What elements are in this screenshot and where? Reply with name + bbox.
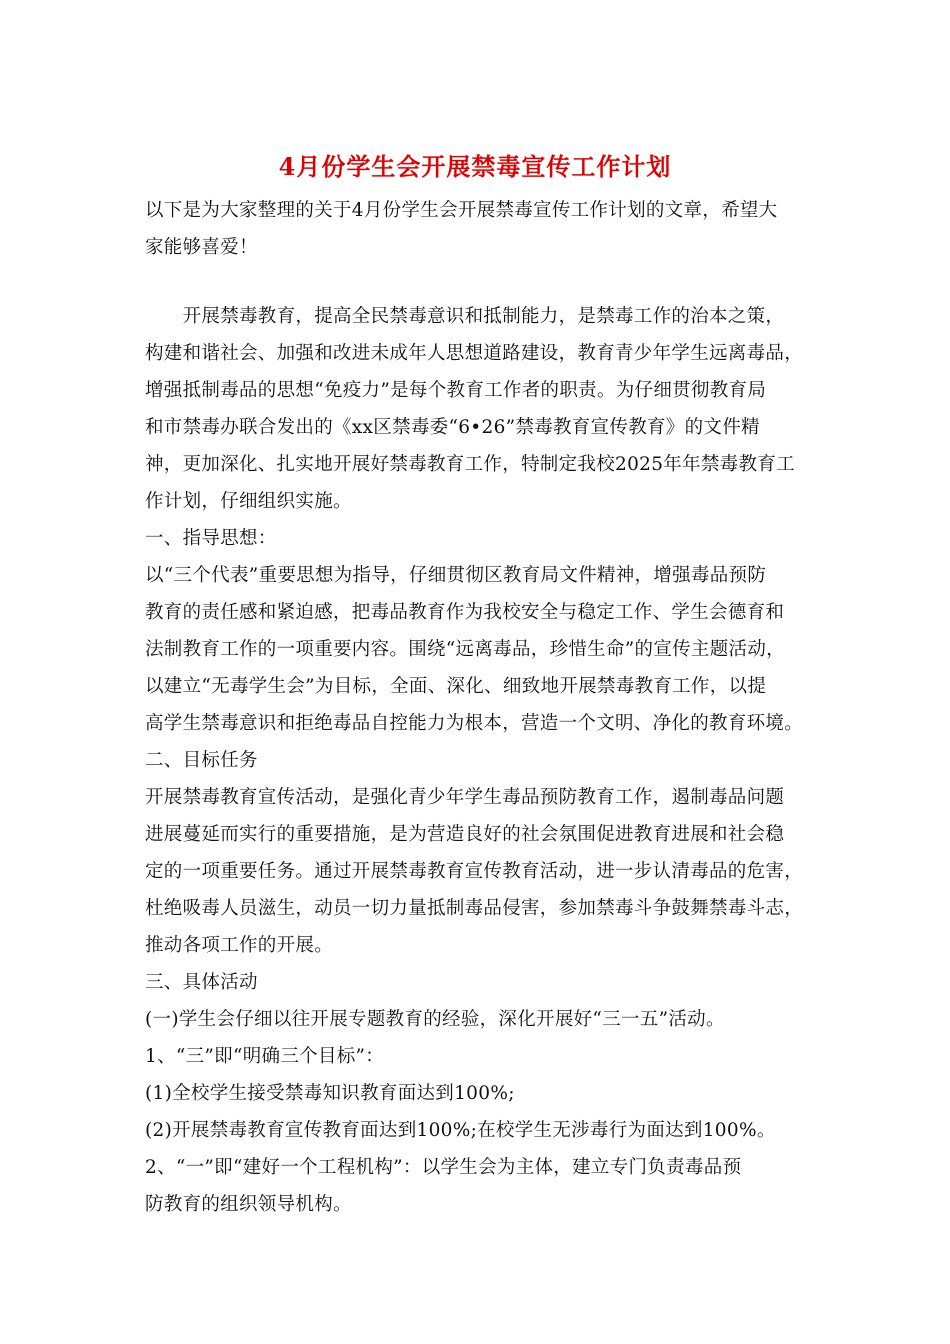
list-item: (1)全校学生接受禁毒知识教育面达到100%; (145, 1083, 515, 1104)
text-line: 进展蔓延而实行的重要措施，是为营造良好的社会氛围促进教育进展和社会稳 (145, 824, 785, 845)
text-line: 神，更加深化、扎实地开展好禁毒教育工作，特制定我校2025年年禁毒教育工 (145, 454, 795, 475)
activity-list (145, 1001, 810, 1223)
list-item: 1、“三”即“明确三个目标”： (145, 1046, 385, 1067)
text-line: 杜绝吸毒人员滋生，动员一切力量抵制毒品侵害，参加禁毒斗争鼓舞禁毒斗志， (145, 898, 804, 919)
heading-text: 二、目标任务 (145, 750, 258, 771)
text-line: 定的一项重要任务。通过开展禁毒教育宣传教育活动，进一步认清毒品的危害， (145, 861, 804, 882)
intro-paragraph (145, 192, 810, 266)
text-line: 以“三个代表”重要思想为指导，仔细贯彻区教育局文件精神，增强毒品预防 (145, 565, 767, 586)
text-line: 以下是为大家整理的关于4月份学生会开展禁毒宣传工作计划的文章，希望大 (145, 200, 778, 221)
section-heading-2 (145, 742, 810, 779)
body-paragraph-2 (145, 557, 810, 742)
text-line: 和市禁毒办联合发出的《xx区禁毒委“6•26”禁毒教育宣传教育》的文件精 (145, 417, 760, 438)
list-item: 防教育的组织领导机构。 (145, 1194, 352, 1215)
text-line: 高学生禁毒意识和拒绝毒品自控能力为根本，营造一个文明、净化的教育环境。 (145, 713, 804, 734)
section-heading-1 (145, 520, 810, 557)
body-paragraph-3 (145, 779, 810, 964)
text-line: 开展禁毒教育宣传活动，是强化青少年学生毒品预防教育工作，遏制毒品问题 (145, 787, 785, 808)
text-line: 构建和谐社会、加强和改进未成年人思想道路建设，教育青少年学生远离毒品， (145, 343, 804, 364)
list-item: (一)学生会仔细以往开展专题教育的经验，深化开展好“三一五”活动。 (145, 1009, 725, 1030)
document-title: 4月份学生会开展禁毒宣传工作计划 (278, 152, 672, 181)
text-line: 作计划，仔细组织实施。 (145, 491, 352, 512)
text-line: 以建立“无毒学生会”为目标，全面、深化、细致地开展禁毒教育工作，以提 (145, 676, 767, 697)
text-line: 教育的责任感和紧迫感，把毒品教育作为我校安全与稳定工作、学生会德育和 (145, 602, 785, 623)
text-line: 增强抵制毒品的思想“免疫力”是每个教育工作者的职责。为仔细贯彻教育局 (145, 380, 767, 401)
text-line: 家能够喜爱！ (145, 237, 258, 258)
heading-text: 一、指导思想： (145, 528, 277, 549)
text-line: 推动各项工作的开展。 (145, 935, 334, 956)
text-line: 法制教育工作的一项重要内容。围绕“远离毒品，珍惜生命”的宣传主题活动， (145, 639, 785, 660)
list-item: (2)开展禁毒教育宣传教育面达到100%;在校学生无涉毒行为面达到100%。 (145, 1120, 776, 1141)
heading-text: 三、具体活动 (145, 972, 258, 993)
section-heading-3 (145, 964, 810, 1001)
list-item: 2、“一”即“建好一个工程机构”：以学生会为主体，建立专门负责毒品预 (145, 1157, 742, 1178)
body-paragraph-1 (145, 298, 810, 520)
text-line: 开展禁毒教育，提高全民禁毒意识和抵制能力，是禁毒工作的治本之策， (145, 306, 785, 327)
